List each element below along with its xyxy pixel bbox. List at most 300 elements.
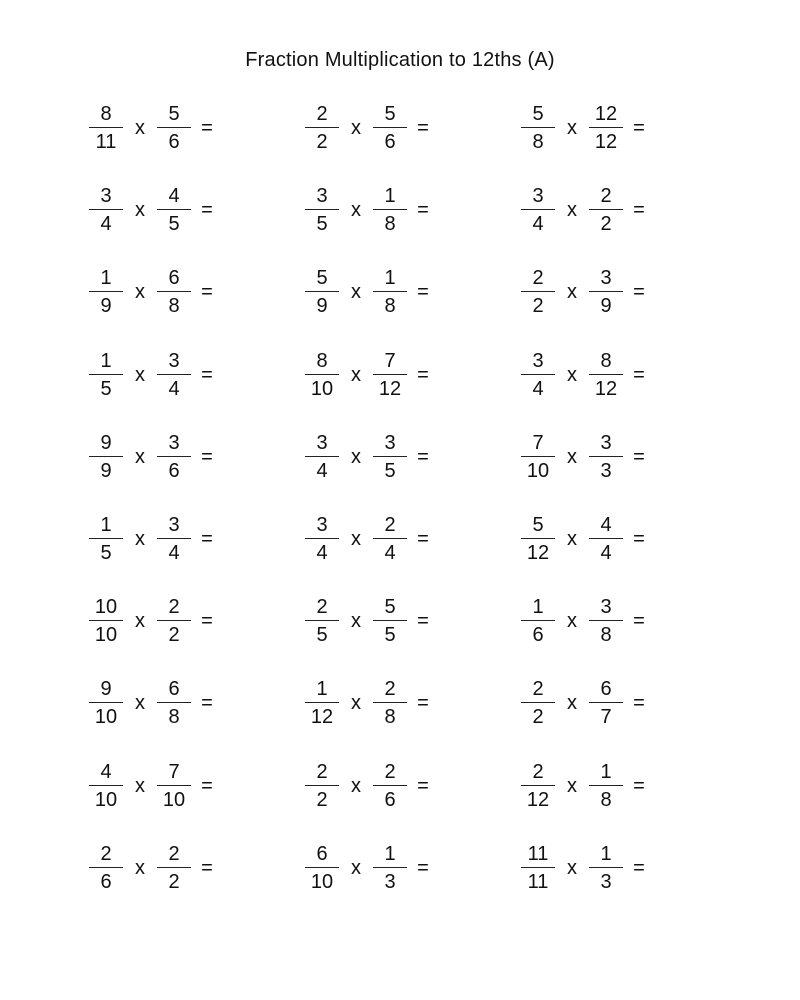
denominator: 11 [95, 131, 117, 153]
fraction-second [587, 185, 625, 235]
equals-sign: = [417, 117, 429, 139]
fraction-second [155, 185, 193, 235]
fraction-bar [373, 620, 407, 621]
equals-sign: = [633, 610, 645, 632]
numerator: 2 [532, 678, 544, 700]
numerator: 4 [600, 514, 612, 536]
fraction-bar [589, 291, 623, 292]
numerator: 1 [100, 350, 112, 372]
denominator: 3 [384, 871, 396, 893]
denominator: 2 [316, 789, 328, 811]
problem-item [303, 593, 437, 649]
denominator: 5 [168, 213, 180, 235]
worksheet-title: Fraction Multiplication to 12ths (A) [245, 49, 555, 71]
multiply-sign: x [135, 446, 145, 468]
denominator: 8 [384, 706, 396, 728]
fraction-bar [521, 785, 555, 786]
fraction-second [155, 103, 193, 153]
equals-sign: = [633, 692, 645, 714]
fraction-bar [305, 456, 339, 457]
denominator: 8 [168, 706, 180, 728]
denominator: 10 [310, 378, 334, 400]
numerator: 5 [316, 267, 328, 289]
numerator: 3 [532, 350, 544, 372]
numerator: 2 [532, 267, 544, 289]
fraction-first [303, 678, 341, 728]
problem-item [519, 511, 653, 567]
numerator: 3 [600, 596, 612, 618]
denominator: 10 [94, 789, 118, 811]
multiply-sign: x [351, 281, 361, 303]
fraction-first [303, 432, 341, 482]
fraction-first [87, 350, 125, 400]
denominator: 8 [600, 789, 612, 811]
numerator: 8 [600, 350, 612, 372]
multiply-sign: x [567, 610, 577, 632]
fraction-bar [589, 456, 623, 457]
fraction-bar [89, 785, 123, 786]
problem-item [87, 182, 221, 238]
problem-item [87, 758, 221, 814]
fraction-first [87, 514, 125, 564]
denominator: 9 [100, 460, 112, 482]
denominator: 3 [600, 460, 612, 482]
fraction-bar [589, 867, 623, 868]
fraction-first [519, 103, 557, 153]
numerator: 2 [316, 761, 328, 783]
numerator: 1 [316, 678, 328, 700]
problem-item [519, 429, 653, 485]
denominator: 5 [384, 460, 396, 482]
denominator: 3 [600, 871, 612, 893]
numerator: 5 [532, 103, 544, 125]
fraction-bar [521, 291, 555, 292]
fraction-first [303, 761, 341, 811]
fraction-bar [157, 291, 191, 292]
denominator: 2 [316, 131, 328, 153]
numerator: 2 [316, 596, 328, 618]
denominator: 11 [527, 871, 549, 893]
problem-item [87, 429, 221, 485]
denominator: 5 [316, 624, 328, 646]
fraction-bar [521, 456, 555, 457]
numerator: 2 [600, 185, 612, 207]
fraction-first [303, 103, 341, 153]
fraction-second [371, 432, 409, 482]
fraction-bar [157, 209, 191, 210]
fraction-bar [89, 374, 123, 375]
equals-sign: = [417, 446, 429, 468]
fraction-bar [589, 209, 623, 210]
multiply-sign: x [135, 528, 145, 550]
equals-sign: = [417, 528, 429, 550]
denominator: 4 [168, 378, 180, 400]
numerator: 7 [532, 432, 544, 454]
multiply-sign: x [351, 775, 361, 797]
fraction-bar [373, 785, 407, 786]
numerator: 5 [384, 103, 396, 125]
problem-item [519, 675, 653, 731]
numerator: 7 [168, 761, 180, 783]
numerator: 6 [316, 843, 328, 865]
numerator: 6 [168, 267, 180, 289]
fraction-bar [157, 620, 191, 621]
fraction-bar [521, 538, 555, 539]
denominator: 12 [526, 542, 550, 564]
fraction-first [87, 432, 125, 482]
denominator: 2 [532, 706, 544, 728]
denominator: 2 [600, 213, 612, 235]
equals-sign: = [201, 775, 213, 797]
numerator: 3 [532, 185, 544, 207]
problem-item [519, 100, 653, 156]
numerator: 3 [316, 432, 328, 454]
multiply-sign: x [351, 446, 361, 468]
fraction-bar [305, 867, 339, 868]
denominator: 6 [100, 871, 112, 893]
denominator: 10 [94, 624, 118, 646]
problem-item [87, 100, 221, 156]
equals-sign: = [633, 281, 645, 303]
fraction-second [587, 843, 625, 893]
numerator: 4 [100, 761, 112, 783]
fraction-bar [521, 620, 555, 621]
numerator: 9 [100, 432, 112, 454]
denominator: 9 [316, 295, 328, 317]
multiply-sign: x [567, 117, 577, 139]
numerator: 1 [532, 596, 544, 618]
multiply-sign: x [135, 364, 145, 386]
problem-item [519, 840, 653, 896]
denominator: 4 [316, 460, 328, 482]
fraction-bar [589, 538, 623, 539]
numerator: 1 [384, 267, 396, 289]
multiply-sign: x [567, 692, 577, 714]
problem-item [87, 675, 221, 731]
multiply-sign: x [135, 281, 145, 303]
fraction-second [155, 843, 193, 893]
fraction-bar [305, 538, 339, 539]
equals-sign: = [201, 528, 213, 550]
numerator: 1 [600, 761, 612, 783]
numerator: 5 [384, 596, 396, 618]
denominator: 4 [532, 213, 544, 235]
fraction-second [371, 514, 409, 564]
fraction-bar [373, 702, 407, 703]
fraction-first [303, 843, 341, 893]
numerator: 10 [94, 596, 118, 618]
equals-sign: = [633, 857, 645, 879]
numerator: 1 [100, 514, 112, 536]
fraction-first [87, 761, 125, 811]
fraction-bar [305, 291, 339, 292]
numerator: 3 [168, 350, 180, 372]
problem-item [519, 758, 653, 814]
multiply-sign: x [567, 199, 577, 221]
numerator: 3 [600, 267, 612, 289]
numerator: 2 [384, 761, 396, 783]
fraction-second [155, 350, 193, 400]
denominator: 5 [384, 624, 396, 646]
problem-item [303, 100, 437, 156]
denominator: 10 [310, 871, 334, 893]
equals-sign: = [417, 364, 429, 386]
multiply-sign: x [351, 692, 361, 714]
denominator: 4 [532, 378, 544, 400]
numerator: 2 [384, 678, 396, 700]
problem-item [303, 429, 437, 485]
fraction-second [371, 678, 409, 728]
equals-sign: = [417, 692, 429, 714]
fraction-second [371, 103, 409, 153]
numerator: 5 [168, 103, 180, 125]
numerator: 2 [532, 761, 544, 783]
fraction-second [587, 432, 625, 482]
multiply-sign: x [351, 117, 361, 139]
fraction-first [87, 185, 125, 235]
multiply-sign: x [351, 528, 361, 550]
numerator: 7 [384, 350, 396, 372]
denominator: 12 [594, 131, 618, 153]
fraction-bar [305, 620, 339, 621]
fraction-bar [373, 538, 407, 539]
fraction-second [371, 843, 409, 893]
fraction-first [303, 185, 341, 235]
fraction-first [87, 103, 125, 153]
fraction-bar [589, 702, 623, 703]
numerator: 3 [100, 185, 112, 207]
fraction-first [87, 596, 125, 646]
denominator: 6 [168, 460, 180, 482]
problem-item [303, 264, 437, 320]
fraction-bar [157, 374, 191, 375]
fraction-bar [157, 785, 191, 786]
multiply-sign: x [567, 364, 577, 386]
fraction-second [371, 185, 409, 235]
denominator: 5 [100, 378, 112, 400]
fraction-bar [157, 538, 191, 539]
fraction-first [303, 514, 341, 564]
equals-sign: = [417, 857, 429, 879]
denominator: 8 [384, 213, 396, 235]
problem-item [303, 675, 437, 731]
multiply-sign: x [567, 857, 577, 879]
fraction-second [155, 514, 193, 564]
numerator: 1 [384, 843, 396, 865]
fraction-second [587, 103, 625, 153]
numerator: 9 [100, 678, 112, 700]
multiply-sign: x [135, 610, 145, 632]
denominator: 4 [168, 542, 180, 564]
multiply-sign: x [351, 610, 361, 632]
denominator: 4 [316, 542, 328, 564]
fraction-bar [305, 374, 339, 375]
numerator: 2 [168, 843, 180, 865]
fraction-bar [521, 127, 555, 128]
denominator: 5 [316, 213, 328, 235]
fraction-bar [373, 374, 407, 375]
denominator: 6 [384, 789, 396, 811]
denominator: 4 [384, 542, 396, 564]
denominator: 12 [594, 378, 618, 400]
multiply-sign: x [135, 199, 145, 221]
problem-item [303, 347, 437, 403]
fraction-second [587, 267, 625, 317]
denominator: 12 [378, 378, 402, 400]
fraction-bar [521, 209, 555, 210]
fraction-second [155, 678, 193, 728]
fraction-bar [89, 620, 123, 621]
denominator: 8 [532, 131, 544, 153]
fraction-first [519, 678, 557, 728]
fraction-bar [89, 867, 123, 868]
fraction-second [587, 350, 625, 400]
fraction-second [371, 350, 409, 400]
equals-sign: = [201, 610, 213, 632]
multiply-sign: x [351, 199, 361, 221]
denominator: 6 [168, 131, 180, 153]
fraction-second [587, 678, 625, 728]
multiply-sign: x [567, 775, 577, 797]
fraction-bar [521, 374, 555, 375]
fraction-bar [89, 209, 123, 210]
numerator: 8 [316, 350, 328, 372]
fraction-bar [89, 127, 123, 128]
problem-item [519, 347, 653, 403]
denominator: 2 [168, 624, 180, 646]
problem-item [519, 264, 653, 320]
fraction-bar [589, 620, 623, 621]
fraction-bar [89, 291, 123, 292]
equals-sign: = [633, 446, 645, 468]
fraction-second [587, 596, 625, 646]
denominator: 10 [94, 706, 118, 728]
denominator: 10 [526, 460, 550, 482]
numerator: 5 [532, 514, 544, 536]
equals-sign: = [417, 199, 429, 221]
fraction-first [303, 350, 341, 400]
problem-item [303, 758, 437, 814]
multiply-sign: x [135, 692, 145, 714]
denominator: 8 [600, 624, 612, 646]
equals-sign: = [201, 281, 213, 303]
equals-sign: = [633, 117, 645, 139]
denominator: 2 [168, 871, 180, 893]
equals-sign: = [417, 610, 429, 632]
fraction-bar [89, 538, 123, 539]
equals-sign: = [633, 528, 645, 550]
fraction-second [371, 761, 409, 811]
multiply-sign: x [567, 281, 577, 303]
fraction-bar [521, 702, 555, 703]
fraction-bar [373, 127, 407, 128]
fraction-bar [521, 867, 555, 868]
fraction-bar [305, 127, 339, 128]
fraction-first [303, 596, 341, 646]
denominator: 12 [526, 789, 550, 811]
numerator: 6 [600, 678, 612, 700]
denominator: 9 [600, 295, 612, 317]
problem-item [87, 511, 221, 567]
fraction-second [155, 761, 193, 811]
fraction-bar [373, 456, 407, 457]
denominator: 4 [600, 542, 612, 564]
fraction-second [587, 761, 625, 811]
multiply-sign: x [135, 857, 145, 879]
equals-sign: = [201, 117, 213, 139]
numerator: 2 [168, 596, 180, 618]
fraction-bar [157, 456, 191, 457]
problem-item [519, 593, 653, 649]
multiply-sign: x [567, 446, 577, 468]
problem-item [87, 264, 221, 320]
problem-item [519, 182, 653, 238]
equals-sign: = [201, 199, 213, 221]
fraction-first [519, 761, 557, 811]
denominator: 5 [100, 542, 112, 564]
equals-sign: = [633, 775, 645, 797]
denominator: 9 [100, 295, 112, 317]
fraction-first [519, 514, 557, 564]
multiply-sign: x [567, 528, 577, 550]
fraction-bar [589, 785, 623, 786]
problem-item [87, 593, 221, 649]
numerator: 3 [168, 432, 180, 454]
denominator: 6 [532, 624, 544, 646]
equals-sign: = [417, 281, 429, 303]
multiply-sign: x [351, 364, 361, 386]
fraction-second [155, 267, 193, 317]
denominator: 12 [310, 706, 334, 728]
numerator: 3 [600, 432, 612, 454]
fraction-bar [305, 785, 339, 786]
fraction-second [371, 596, 409, 646]
fraction-second [587, 514, 625, 564]
denominator: 10 [162, 789, 186, 811]
fraction-first [519, 432, 557, 482]
numerator: 11 [527, 843, 549, 865]
numerator: 1 [600, 843, 612, 865]
numerator: 2 [384, 514, 396, 536]
fraction-first [303, 267, 341, 317]
fraction-bar [157, 702, 191, 703]
fraction-second [371, 267, 409, 317]
denominator: 8 [168, 295, 180, 317]
fraction-first [519, 596, 557, 646]
fraction-first [519, 185, 557, 235]
numerator: 4 [168, 185, 180, 207]
fraction-bar [373, 291, 407, 292]
fraction-bar [589, 127, 623, 128]
equals-sign: = [633, 364, 645, 386]
problem-item [87, 840, 221, 896]
fraction-first [87, 678, 125, 728]
fraction-bar [89, 456, 123, 457]
denominator: 2 [532, 295, 544, 317]
numerator: 1 [100, 267, 112, 289]
fraction-bar [305, 702, 339, 703]
numerator: 3 [316, 514, 328, 536]
multiply-sign: x [135, 117, 145, 139]
problem-item [303, 511, 437, 567]
problem-item [303, 182, 437, 238]
fraction-second [155, 432, 193, 482]
numerator: 3 [316, 185, 328, 207]
numerator: 1 [384, 185, 396, 207]
fraction-bar [373, 209, 407, 210]
equals-sign: = [201, 364, 213, 386]
denominator: 6 [384, 131, 396, 153]
